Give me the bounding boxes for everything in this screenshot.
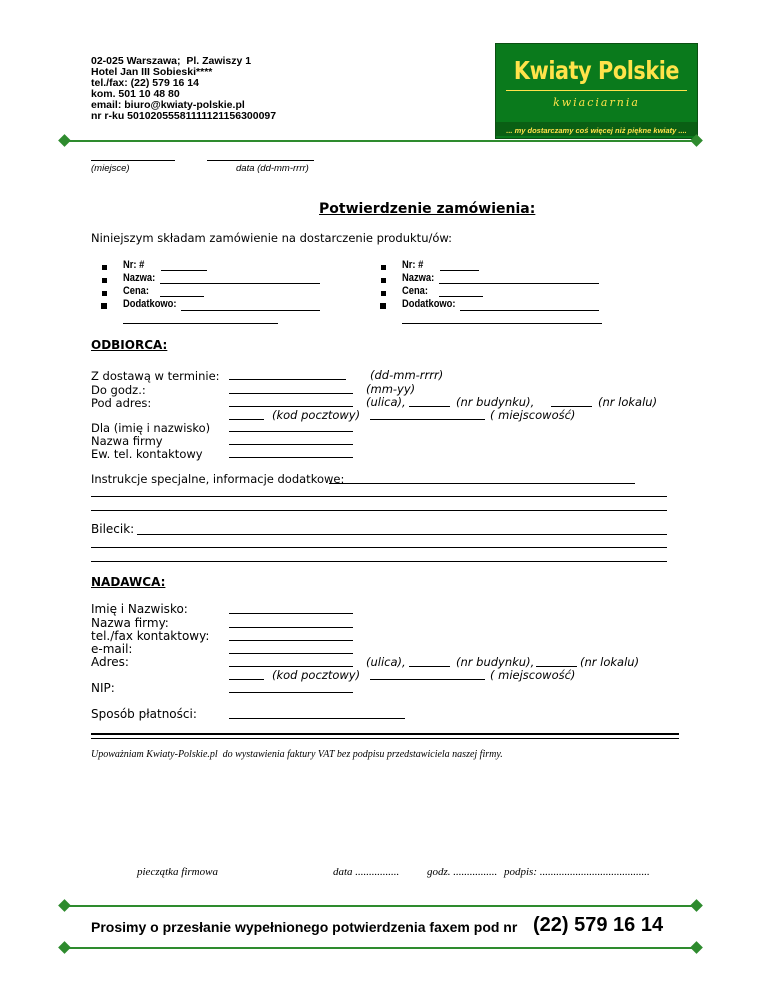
unit-hint: (nr lokalu) xyxy=(598,395,658,409)
sender-street-field[interactable] xyxy=(229,666,353,667)
bullet-icon xyxy=(381,291,386,296)
product-nr-label: Nr: # xyxy=(123,259,145,271)
signature-label: podpis: ........................................ xyxy=(504,866,650,878)
company-name-field[interactable] xyxy=(229,444,353,445)
phone-label: Ew. tel. kontaktowy xyxy=(91,447,203,461)
postal-code-field[interactable] xyxy=(229,419,264,420)
header-divider xyxy=(64,140,696,142)
instructions-line[interactable] xyxy=(91,510,667,511)
card-field[interactable] xyxy=(137,534,667,535)
sender-city-field[interactable] xyxy=(370,679,485,680)
sender-postal-field[interactable] xyxy=(229,679,264,680)
building-field[interactable] xyxy=(409,406,450,407)
product-price-label: Cena: xyxy=(402,285,428,297)
city-hint: ( miejscowość) xyxy=(490,668,576,682)
recipient-name-label: Dla (imię i nazwisko) xyxy=(91,421,211,435)
product-price-label: Cena: xyxy=(123,285,149,297)
sender-unit-field[interactable] xyxy=(536,666,577,667)
street-hint: (ulica), xyxy=(366,655,406,669)
phone-field[interactable] xyxy=(229,457,353,458)
intro-text: Niniejszym składam zamówienie na dostarczenie produktu/ów: xyxy=(91,231,453,245)
sender-nip-field[interactable] xyxy=(229,692,353,693)
product-nr-field[interactable] xyxy=(161,270,207,271)
sender-phone-field[interactable] xyxy=(229,640,353,641)
product-price-field[interactable] xyxy=(439,296,483,297)
building-hint: (nr budynku), xyxy=(456,395,535,409)
address-line: nr r-ku 50102055581111121156300097 xyxy=(91,110,277,122)
product-extra-field[interactable] xyxy=(460,310,599,311)
product-extra-field-2[interactable] xyxy=(402,323,602,324)
bullet-icon xyxy=(381,265,386,270)
divider-diamond-icon xyxy=(690,899,703,912)
bullet-icon xyxy=(102,291,107,296)
date-field[interactable] xyxy=(207,160,314,161)
postal-code-hint: (kod pocztowy) xyxy=(272,408,361,422)
sender-phone-label: tel./fax kontaktowy: xyxy=(91,629,210,643)
place-label: (miejsce) xyxy=(91,163,130,174)
card-label: Bilecik: xyxy=(91,522,135,536)
city-hint: ( miejscowość) xyxy=(490,408,576,422)
sender-nip-label: NIP: xyxy=(91,681,115,695)
product-nr-field[interactable] xyxy=(440,270,479,271)
sign-date-label: data ................ xyxy=(333,866,400,878)
bullet-icon xyxy=(101,303,107,309)
bullet-icon xyxy=(102,265,107,270)
card-line[interactable] xyxy=(91,547,667,548)
nadawca-heading: NADAWCA: xyxy=(91,575,166,589)
logo-title: Kwiaty Polskie xyxy=(513,56,680,85)
delivery-time-field[interactable] xyxy=(229,393,353,394)
postal-code-hint: (kod pocztowy) xyxy=(272,668,361,682)
time-format-hint: (mm-yy) xyxy=(366,382,416,396)
footer-divider-top xyxy=(64,905,696,907)
place-field[interactable] xyxy=(91,160,175,161)
divider-diamond-icon xyxy=(690,941,703,954)
address-line: tel./fax: (22) 579 16 14 xyxy=(91,77,199,89)
date-label: data (dd-mm-rrrr) xyxy=(236,163,309,174)
delivery-date-field[interactable] xyxy=(229,379,346,380)
instructions-label: Instrukcje specjalne, informacje dodatkowe: xyxy=(91,472,345,486)
bullet-icon xyxy=(381,278,386,283)
delivery-date-label: Z dostawą w terminie: xyxy=(91,369,220,383)
product-name-field[interactable] xyxy=(160,283,320,284)
product-name-label: Nazwa: xyxy=(402,272,435,284)
company-name-label: Nazwa firmy xyxy=(91,434,163,448)
bullet-icon xyxy=(380,303,386,309)
section-divider xyxy=(91,733,679,739)
date-format-hint: (dd-mm-rrrr) xyxy=(370,368,444,382)
footer-divider-bottom xyxy=(64,947,696,949)
building-hint: (nr budynku), xyxy=(456,655,535,669)
card-line[interactable] xyxy=(91,561,667,562)
sender-address-label: Adres: xyxy=(91,655,129,669)
divider-diamond-icon xyxy=(58,899,71,912)
product-name-field[interactable] xyxy=(439,283,599,284)
odbiorca-heading: ODBIORCA: xyxy=(91,338,168,352)
payment-field[interactable] xyxy=(229,718,405,719)
footer-fax-number: (22) 579 16 14 xyxy=(533,914,664,936)
address-label: Pod adres: xyxy=(91,396,152,410)
sender-email-label: e-mail: xyxy=(91,642,133,656)
address-line: kom. 501 10 48 80 xyxy=(91,88,180,100)
sender-building-field[interactable] xyxy=(409,666,450,667)
product-nr-label: Nr: # xyxy=(402,259,424,271)
stamp-label: pieczątka firmowa xyxy=(137,866,218,878)
city-field[interactable] xyxy=(370,419,485,420)
sender-name-label: Imię i Nazwisko: xyxy=(91,602,188,616)
address-line: email: biuro@kwiaty-polskie.pl xyxy=(91,99,245,111)
sender-name-field[interactable] xyxy=(229,613,353,614)
sender-email-field[interactable] xyxy=(229,653,353,654)
sender-company-field[interactable] xyxy=(229,627,353,628)
address-line: 02-025 Warszawa; Pl. Zawiszy 1 xyxy=(91,55,252,67)
product-extra-label: Dodatkowo: xyxy=(402,298,456,310)
street-field[interactable] xyxy=(229,406,353,407)
delivery-time-label: Do godz.: xyxy=(91,383,146,397)
unit-hint: (nr lokalu) xyxy=(580,655,640,669)
instructions-field[interactable] xyxy=(329,483,635,484)
page-title: Potwierdzenie zamówienia: xyxy=(319,201,536,217)
payment-label: Sposób płatności: xyxy=(91,707,197,721)
logo-subtitle: kwiaciarnia xyxy=(553,96,640,109)
footer-text: Prosimy o przesłanie wypełnionego potwierdzenia faxem pod nr xyxy=(91,919,518,935)
sender-company-label: Nazwa firmy: xyxy=(91,616,169,630)
address-line: Hotel Jan III Sobieski**** xyxy=(91,66,213,78)
product-name-label: Nazwa: xyxy=(123,272,156,284)
product-price-field[interactable] xyxy=(160,296,204,297)
logo-rule xyxy=(506,90,687,91)
logo-tagline: ... my dostarczamy coś więcej niż piękne kwiaty .... xyxy=(506,126,687,135)
street-hint: (ulica), xyxy=(366,395,406,409)
product-extra-field-2[interactable] xyxy=(123,323,278,324)
product-extra-field[interactable] xyxy=(181,310,320,311)
product-extra-label: Dodatkowo: xyxy=(123,298,177,310)
unit-field[interactable] xyxy=(551,406,592,407)
instructions-line[interactable] xyxy=(91,496,667,497)
divider-diamond-icon xyxy=(58,941,71,954)
bullet-icon xyxy=(102,278,107,283)
kwiaty-polskie-logo xyxy=(495,43,698,139)
divider-diamond-icon xyxy=(58,134,71,147)
sign-time-label: godz. ................ xyxy=(427,866,498,878)
recipient-name-field[interactable] xyxy=(229,431,353,432)
authorization-text: Upoważniam Kwiaty-Polskie.pl do wystawienia faktury VAT bez podpisu przedstawiciela naszej firmy. xyxy=(91,749,503,760)
